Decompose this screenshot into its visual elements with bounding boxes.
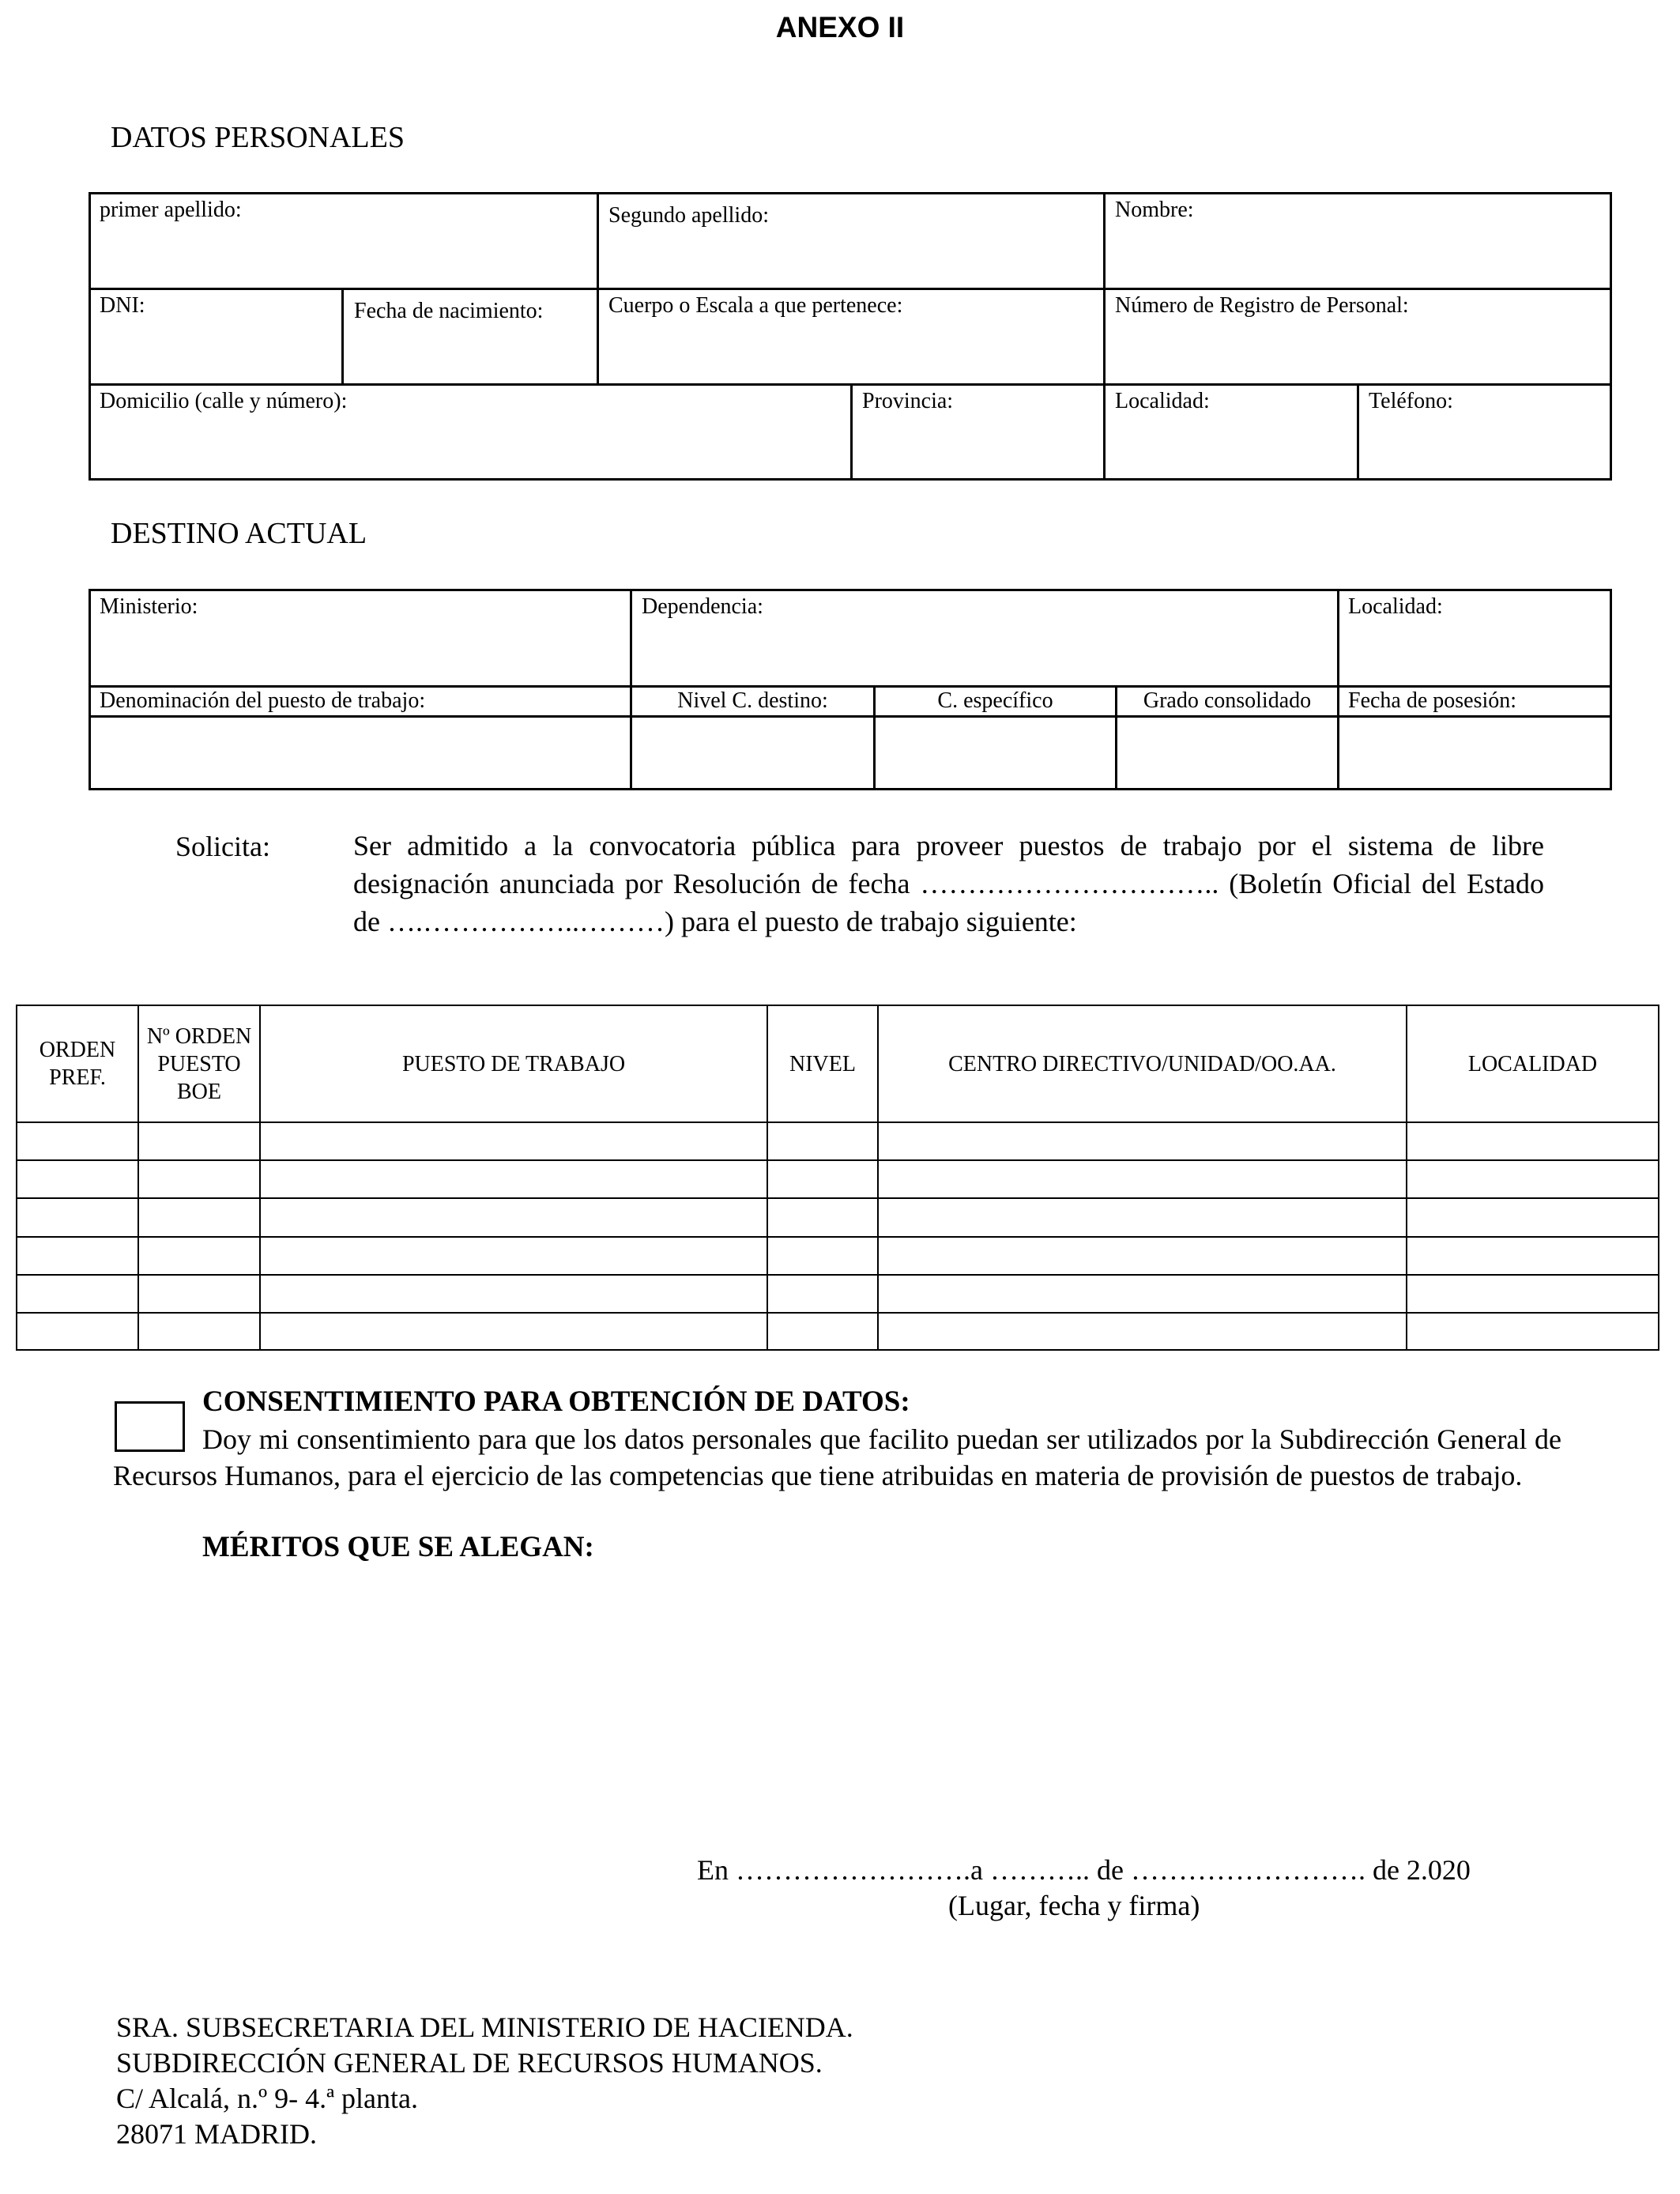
solicita-text: Ser admitido a la convocatoria pública para proveer puestos de trabajo por el sistema de libre designación anunciada por Resolución de fecha ………………………….. (Boletín Oficial del Estado de ….……………..………) para el puesto de trabajo siguiente: [353, 830, 1544, 937]
fecha-nacimiento-field[interactable]: Fecha de nacimiento: [354, 299, 544, 323]
domicilio-field[interactable]: Domicilio (calle y número): [100, 389, 348, 413]
header-orden-pref: ORDEN PREF. [39, 1038, 116, 1090]
destino-localidad-field[interactable]: Localidad: [1348, 594, 1443, 619]
addressee-line-4: 28071 MADRID. [116, 2118, 318, 2150]
datos-personales-heading: DATOS PERSONALES [111, 121, 405, 154]
denominacion-field[interactable]: Denominación del puesto de trabajo: [100, 688, 426, 713]
consent-heading: CONSENTIMIENTO PARA OBTENCIÓN DE DATOS: [202, 1385, 910, 1418]
addressee-block [116, 2010, 853, 2152]
provincia-field[interactable]: Provincia: [862, 389, 954, 413]
signature-caption: (Lugar, fecha y firma) [948, 1890, 1200, 1921]
destino-actual-heading: DESTINO ACTUAL [111, 517, 367, 550]
header-localidad: LOCALIDAD [1467, 1051, 1598, 1076]
nivel-destino-field[interactable]: Nivel C. destino: [677, 688, 828, 713]
dependencia-field[interactable]: Dependencia: [642, 594, 763, 619]
solicita-label: Solicita: [175, 831, 270, 862]
nombre-field[interactable]: Nombre: [1115, 198, 1194, 222]
header-centro-directivo: CENTRO DIRECTIVO/UNIDAD/OO.AA. [948, 1051, 1336, 1076]
especifico-field[interactable]: C. específico [937, 688, 1053, 713]
primer-apellido-field[interactable]: primer apellido: [100, 198, 242, 222]
fecha-posesion-field[interactable]: Fecha de posesión: [1348, 688, 1517, 713]
consent-text: Doy mi consentimiento para que los datos personales que facilito puedan ser utilizados por la Subdirección General de Recursos Humanos, para el ejercicio de las competencias que tiene atribuidas en materia de provisión de puestos de trabajo. [113, 1423, 1561, 1491]
header-orden-puesto: Nº ORDEN PUESTO BOE [146, 1023, 252, 1104]
header-nivel: NIVEL [789, 1051, 856, 1076]
meritos-heading: MÉRITOS QUE SE ALEGAN: [202, 1531, 594, 1563]
telefono-field[interactable]: Teléfono: [1369, 389, 1453, 413]
addressee-line-3: C/ Alcalá, n.º 9- 4.ª planta. [116, 2083, 419, 2114]
header-puesto-trabajo: PUESTO DE TRABAJO [401, 1051, 626, 1076]
addressee-line-2: SUBDIRECCIÓN GENERAL DE RECURSOS HUMANOS. [116, 2047, 823, 2079]
document-title: ANEXO II [775, 11, 905, 43]
addressee-line-1: SRA. SUBSECRETARIA DEL MINISTERIO DE HACIENDA. [116, 2011, 853, 2043]
cuerpo-escala-field[interactable]: Cuerpo o Escala a que pertenece: [608, 293, 903, 318]
segundo-apellido-field[interactable]: Segundo apellido: [608, 203, 769, 228]
localidad-field[interactable]: Localidad: [1115, 389, 1210, 413]
signature-line: En …………………….a ……….. de ……………………. de 2.020 [697, 1854, 1471, 1886]
numero-registro-field[interactable]: Número de Registro de Personal: [1115, 293, 1409, 318]
dni-field[interactable]: DNI: [100, 293, 145, 318]
ministerio-field[interactable]: Ministerio: [100, 594, 198, 619]
grado-field[interactable]: Grado consolidado [1143, 688, 1312, 713]
